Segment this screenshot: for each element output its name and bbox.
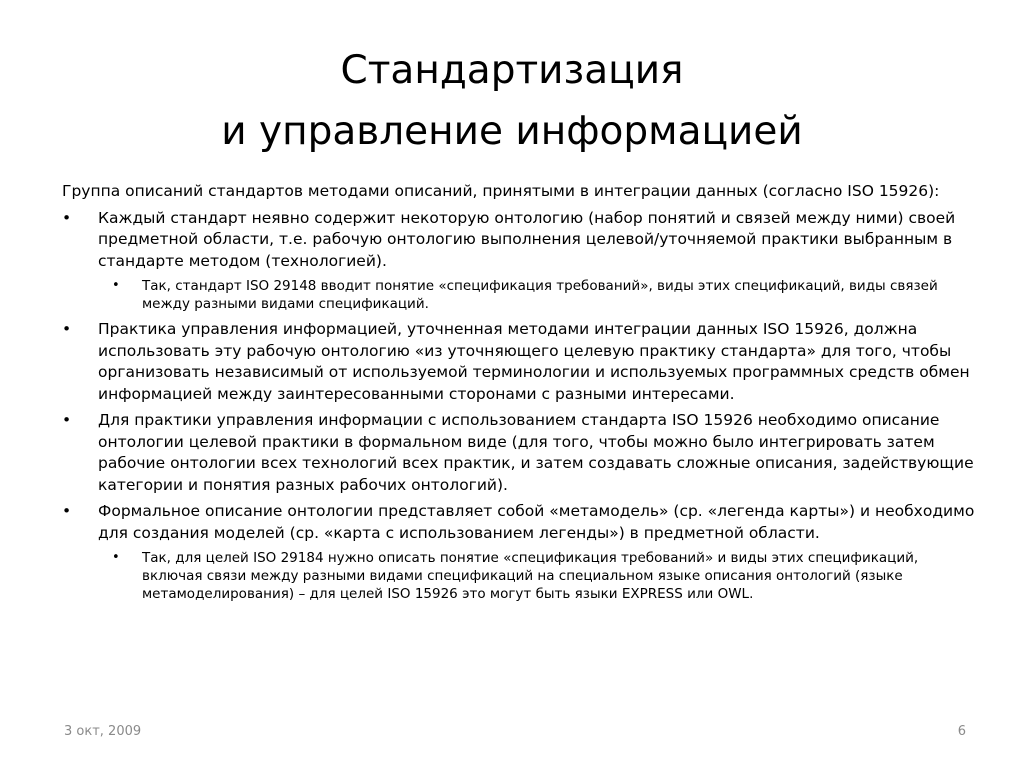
bullet-icon: • [62,208,72,227]
bullet-item-4-text: Формальное описание онтологии представляет собой «метамодель» (ср. «легенда карты») и необходимо для создания моделей (ср. «карта с использованием легенды») в предметной области. [98,502,975,542]
sub-bullet-item-1 [62,277,982,313]
slide-title [0,40,1024,162]
bullet-icon: • [62,502,72,520]
bullet-item-3 [62,410,982,496]
sub-bullet-item-2 [62,549,982,603]
intro-paragraph: Группа описаний стандартов методами описаний, принятыми в интеграции данных (согласно ISO 15926): [62,182,940,200]
sub-bullet-item-2-text: Так, для целей ISO 29184 нужно описать понятие «спецификация требований» и виды этих спецификаций, включая связи между разными видами спецификаций на специальном языке описания онтологий (языке метамоделирования) – для целей ISO 15926 это могут быть языки EXPRESS или OWL. [142,550,919,602]
sub-bullet-item-1-text: Так, стандарт ISO 29148 вводит понятие «спецификация требований», виды этих спецификаций, виды связей между разными видами спецификаций. [142,278,938,312]
bullet-icon: • [62,320,72,338]
bullet-icon: • [62,411,72,429]
bullet-item-3-text: Для практики управления информации с использованием стандарта ISO 15926 необходимо описание онтологии целевой практики в формальном виде (для того, чтобы можно было интегрировать затем рабочие онтологии всех технологий всех практик, и затем создавать сложные описания, задействующие категории и понятия разных рабочих онтологий). [98,411,974,494]
footer-date: 3 окт, 2009 [64,724,142,739]
page-number: 6 [957,724,966,739]
title-line-2: и управление информацией [221,109,803,154]
sub-bullet-icon: • [112,278,120,293]
bullet-item-4 [62,501,982,544]
bullet-item-2 [62,319,982,405]
title-line-1: Стандартизация [340,48,684,93]
slide-body [62,181,982,609]
bullet-item-1-text: Каждый стандарт неявно содержит некоторую онтологию (набор понятий и связей между ними) своей предметной области, т.е. рабочую онтологию выполнения целевой/уточняемой практики выбранным в стандарте методом (технологией). [98,208,956,270]
sub-bullet-icon: • [112,550,120,565]
bullet-item-1 [62,208,982,273]
bullet-item-2-text: Практика управления информацией, уточненная методами интеграции данных ISO 15926, должна использовать эту рабочую онтологию «из уточняющего целевую практику стандарта» для того, чтобы организовать независимый от используемой терминологии и используемых программных средств обмен информацией между заинтересованными сторонами с разными интересами. [98,320,970,403]
